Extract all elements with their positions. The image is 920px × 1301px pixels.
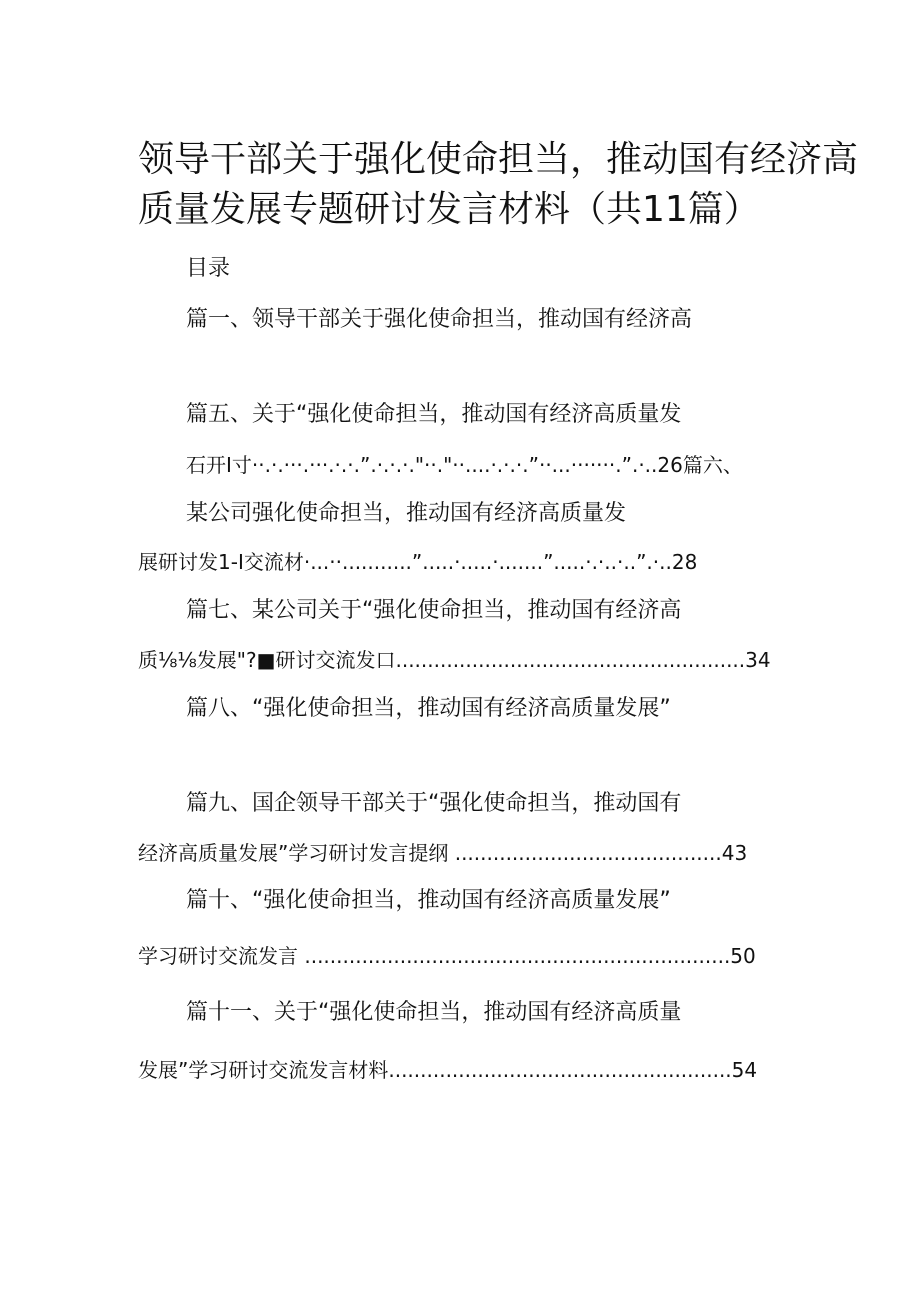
toc-line-5: 展研讨发1-I交流材·...··...........”.....·.....·.......”.....·.·..·..”.·..28 xyxy=(138,550,698,574)
toc-line-7: 质⅛⅛发展"?■研讨交流发口.......................................................34 xyxy=(138,648,771,672)
toc-line-12: 学习研讨交流发言 ...................................................................50 xyxy=(138,944,756,968)
toc-line-4: 某公司强化使命担当，推动国有经济高质量发 xyxy=(186,501,627,526)
title-line-2: 质量发展专题研讨发言材料（共11篇） xyxy=(138,189,760,230)
toc-line-13: 篇十一、关于“强化使命担当，推动国有经济高质量 xyxy=(186,1000,682,1025)
toc-line-14: 发展”学习研讨交流发言材料......................................................54 xyxy=(138,1058,758,1082)
toc-line-3: 石开I寸··.·.···.···.·.·.”.·.·.·."··."··....·.·.·.”··...·······.”.·..26篇六、 xyxy=(186,453,743,477)
toc-line-6: 篇七、某公司关于“强化使命担当，推动国有经济高 xyxy=(186,598,682,623)
toc-line-2: 篇五、关于“强化使命担当，推动国有经济高质量发 xyxy=(186,402,682,427)
title-line-1: 领导干部关于强化使命担当，推动国有经济高 xyxy=(138,139,859,180)
toc-line-11: 篇十、“强化使命担当，推动国有经济高质量发展” xyxy=(186,888,671,913)
toc-heading: 目录 xyxy=(186,256,231,281)
toc-line-8: 篇八、“强化使命担当，推动国有经济高质量发展” xyxy=(186,696,671,721)
document-title xyxy=(138,135,859,235)
toc-line-1: 篇一、领导干部关于强化使命担当，推动国有经济高 xyxy=(186,307,693,332)
toc-line-9: 篇九、国企领导干部关于“强化使命担当，推动国有 xyxy=(186,791,682,816)
toc-line-10: 经济高质量发展”学习研讨发言提纲 ..........................................43 xyxy=(138,841,748,865)
